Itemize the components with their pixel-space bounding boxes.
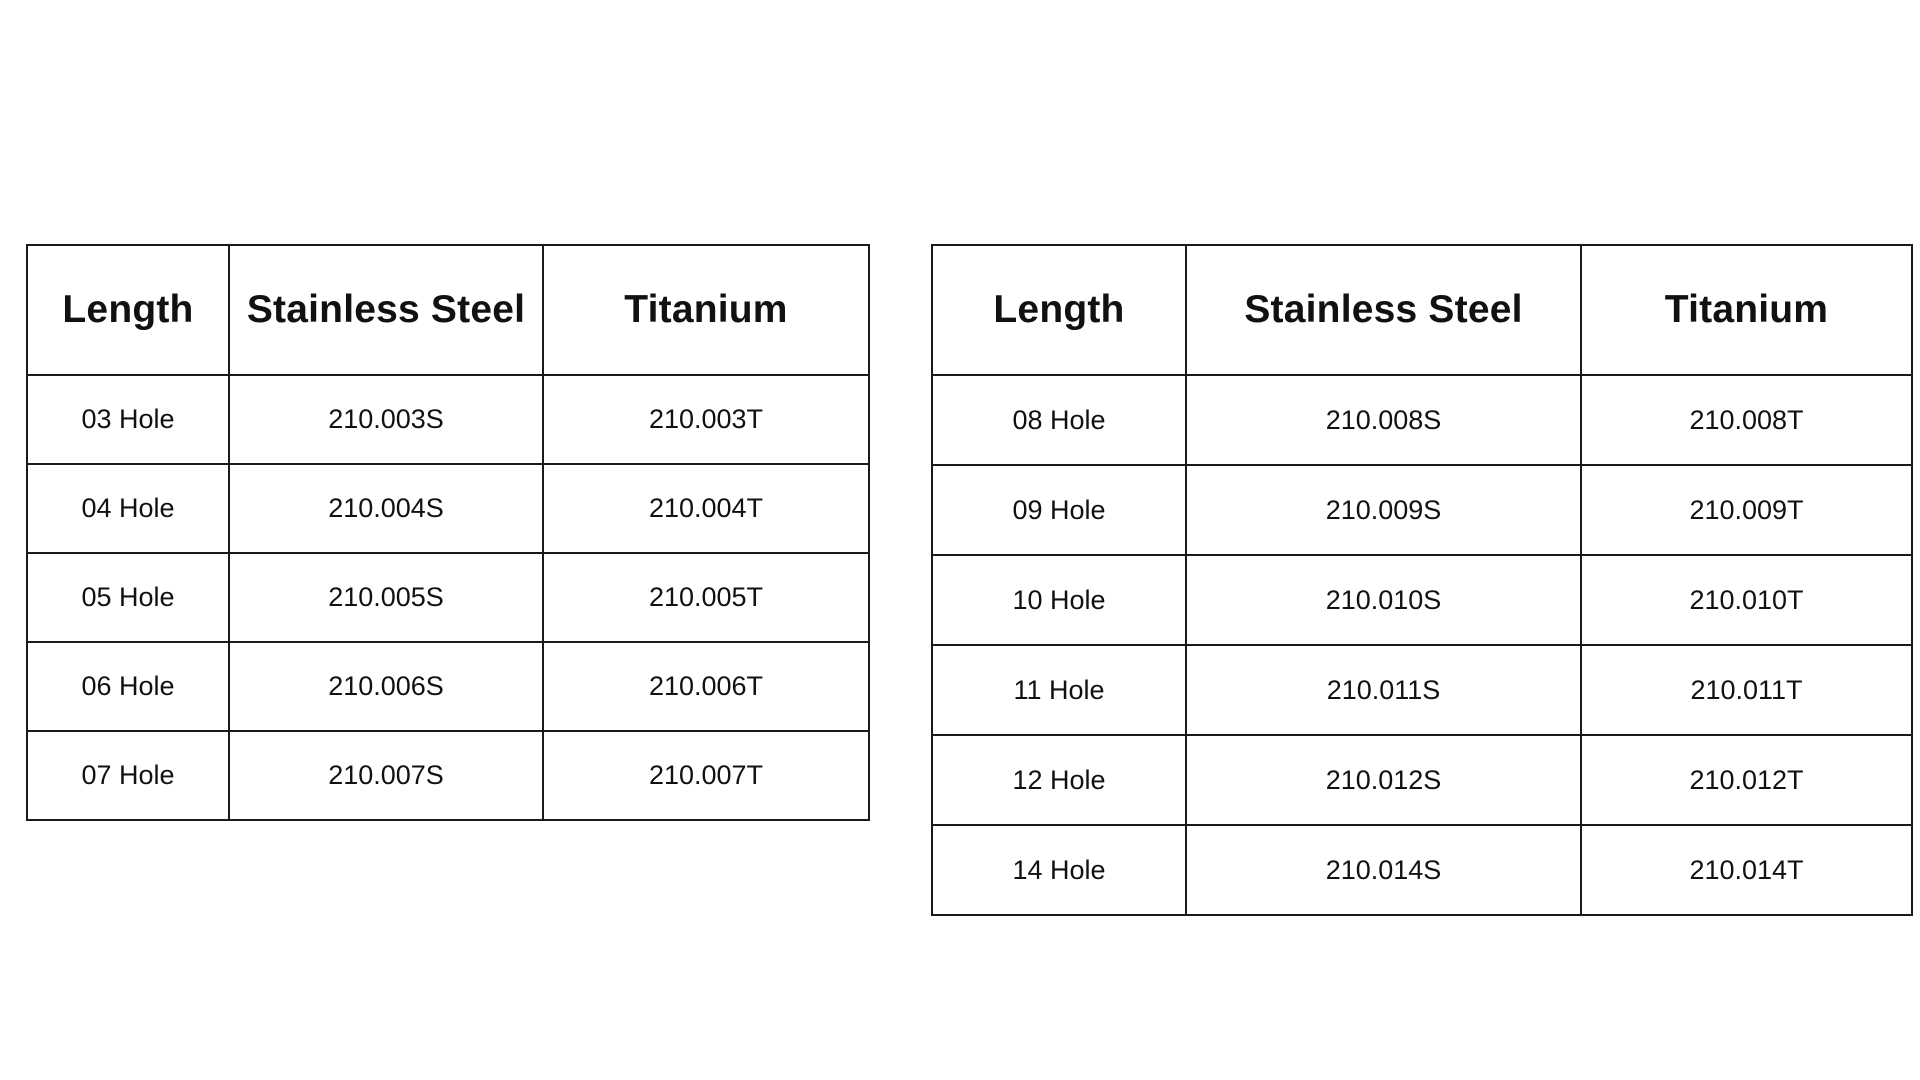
table-row [932, 465, 1912, 555]
length-cell: 11 Hole [932, 645, 1186, 735]
length-cell: 08 Hole [932, 375, 1186, 465]
table-row [27, 642, 869, 731]
header-titanium: Titanium [1581, 245, 1912, 375]
stainless-steel-cell: 210.008S [1186, 375, 1581, 465]
length-cell: 05 Hole [27, 553, 229, 642]
table-row [27, 553, 869, 642]
titanium-cell: 210.005T [543, 553, 869, 642]
length-cell: 12 Hole [932, 735, 1186, 825]
titanium-cell: 210.008T [1581, 375, 1912, 465]
length-cell: 03 Hole [27, 375, 229, 464]
table-row [27, 731, 869, 820]
titanium-cell: 210.006T [543, 642, 869, 731]
table-row [27, 375, 869, 464]
titanium-cell: 210.012T [1581, 735, 1912, 825]
table-row [932, 375, 1912, 465]
stainless-steel-cell: 210.003S [229, 375, 543, 464]
length-cell: 07 Hole [27, 731, 229, 820]
titanium-cell: 210.003T [543, 375, 869, 464]
part-number-table-left [26, 244, 870, 821]
stainless-steel-cell: 210.012S [1186, 735, 1581, 825]
part-number-table-right [931, 244, 1913, 916]
titanium-cell: 210.009T [1581, 465, 1912, 555]
header-stainless-steel: Stainless Steel [229, 245, 543, 375]
stainless-steel-cell: 210.010S [1186, 555, 1581, 645]
header-length: Length [932, 245, 1186, 375]
length-cell: 09 Hole [932, 465, 1186, 555]
titanium-cell: 210.011T [1581, 645, 1912, 735]
table-row [932, 555, 1912, 645]
table-row [27, 464, 869, 553]
length-cell: 04 Hole [27, 464, 229, 553]
stainless-steel-cell: 210.009S [1186, 465, 1581, 555]
stainless-steel-cell: 210.005S [229, 553, 543, 642]
table-row [932, 645, 1912, 735]
table-row [932, 735, 1912, 825]
titanium-cell: 210.014T [1581, 825, 1912, 915]
titanium-cell: 210.004T [543, 464, 869, 553]
stainless-steel-cell: 210.014S [1186, 825, 1581, 915]
length-cell: 14 Hole [932, 825, 1186, 915]
header-length: Length [27, 245, 229, 375]
titanium-cell: 210.007T [543, 731, 869, 820]
header-stainless-steel: Stainless Steel [1186, 245, 1581, 375]
stainless-steel-cell: 210.006S [229, 642, 543, 731]
length-cell: 06 Hole [27, 642, 229, 731]
length-cell: 10 Hole [932, 555, 1186, 645]
table-row [932, 825, 1912, 915]
stainless-steel-cell: 210.011S [1186, 645, 1581, 735]
stainless-steel-cell: 210.004S [229, 464, 543, 553]
header-titanium: Titanium [543, 245, 869, 375]
titanium-cell: 210.010T [1581, 555, 1912, 645]
table-header-row [932, 245, 1912, 375]
stainless-steel-cell: 210.007S [229, 731, 543, 820]
table-header-row [27, 245, 869, 375]
